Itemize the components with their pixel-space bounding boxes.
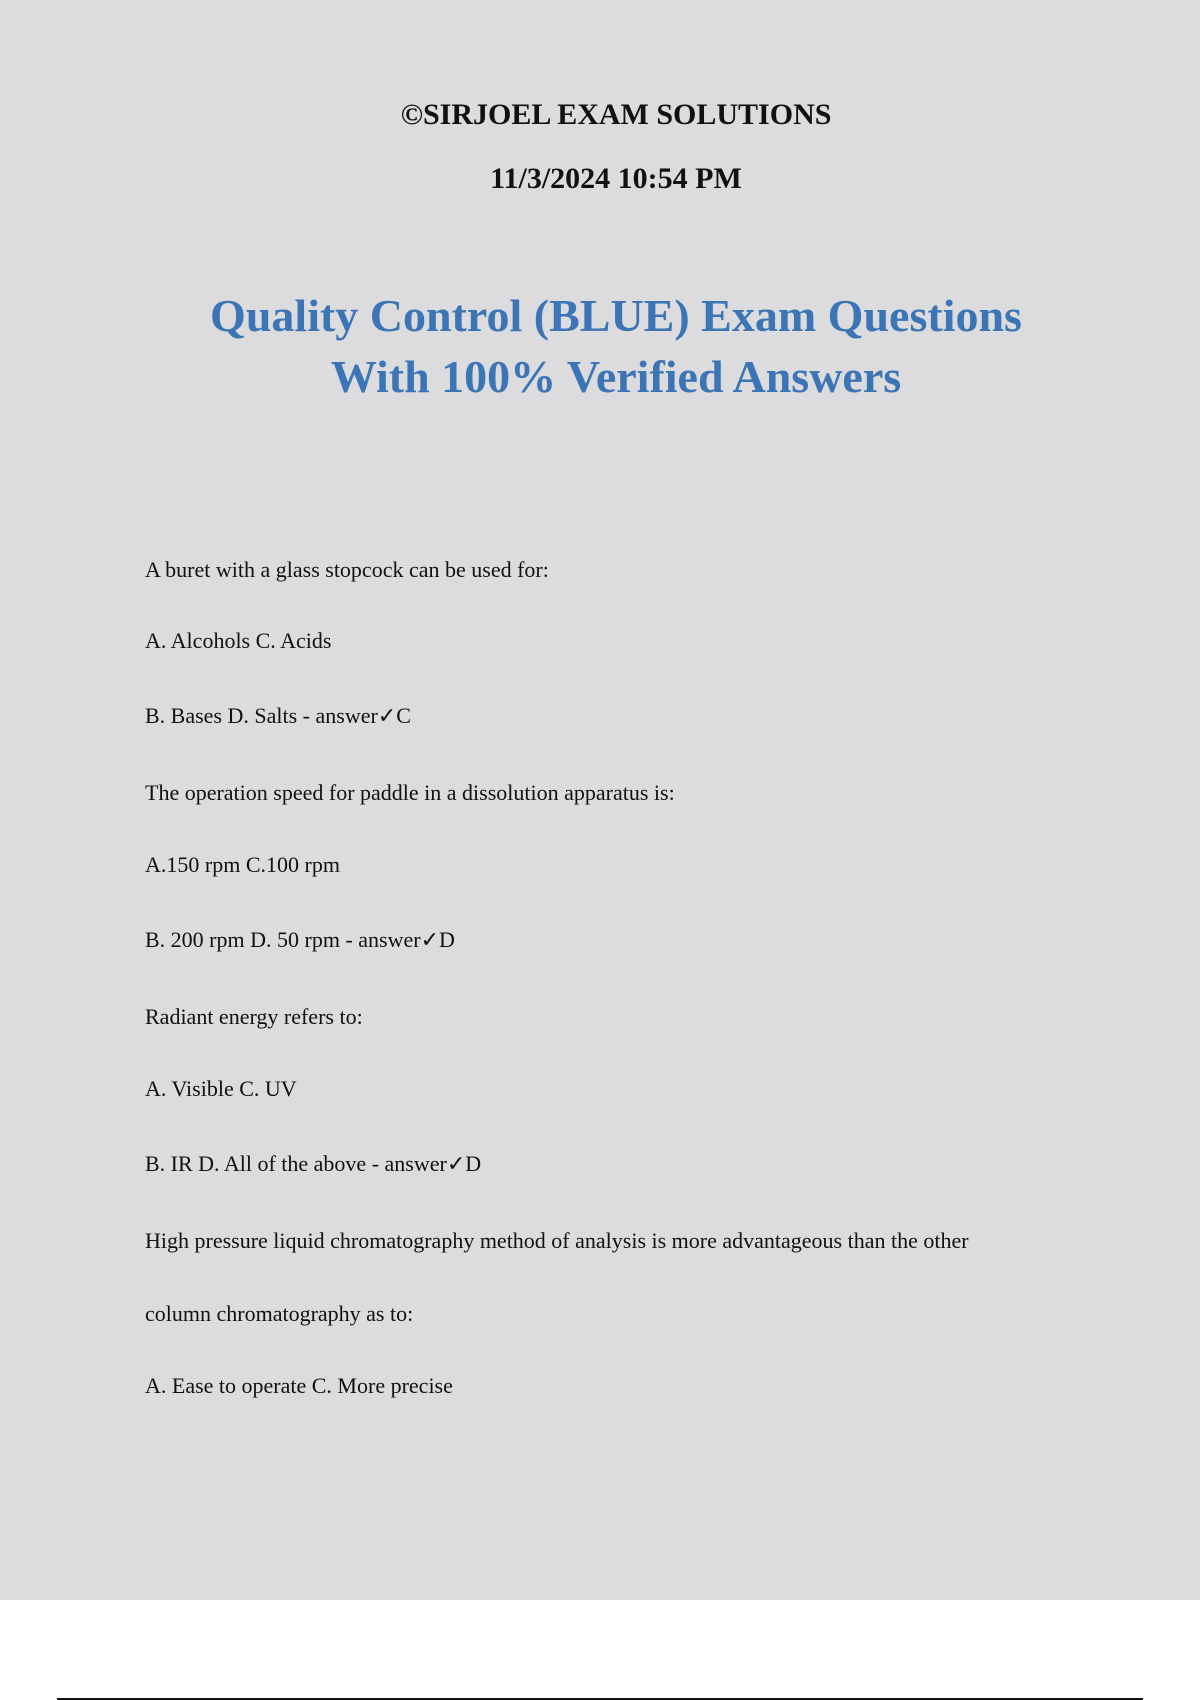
document-title-line-2: With 100% Verified Answers xyxy=(330,351,902,402)
question-4-options-ac: A. Ease to operate C. More precise xyxy=(145,1373,453,1398)
question-1-text: A buret with a glass stopcock can be used for: xyxy=(145,557,549,582)
question-1-options-ac: A. Alcohols C. Acids xyxy=(145,628,332,653)
question-2-options-bd-answer: B. 200 rpm D. 50 rpm - answer✓D xyxy=(145,927,455,952)
question-4-text-line-1: High pressure liquid chromatography method of analysis is more advantageous than the other xyxy=(145,1228,969,1253)
question-2-options-ac: A.150 rpm C.100 rpm xyxy=(145,852,340,877)
copyright-header: ©SIRJOEL EXAM SOLUTIONS xyxy=(400,98,832,131)
question-3-options-ac: A. Visible C. UV xyxy=(145,1076,297,1101)
question-1-options-bd-answer: B. Bases D. Salts - answer✓C xyxy=(145,703,411,728)
question-3-options-bd-answer: B. IR D. All of the above - answer✓D xyxy=(145,1151,482,1176)
question-4-text-line-2: column chromatography as to: xyxy=(145,1301,414,1326)
question-3-text: Radiant energy refers to: xyxy=(145,1004,363,1029)
document-title xyxy=(0,285,1200,407)
document-title-line-1: Quality Control (BLUE) Exam Questions xyxy=(210,290,1022,341)
question-2-text: The operation speed for paddle in a dissolution apparatus is: xyxy=(145,780,675,805)
date-time-header: 11/3/2024 10:54 PM xyxy=(490,162,742,195)
